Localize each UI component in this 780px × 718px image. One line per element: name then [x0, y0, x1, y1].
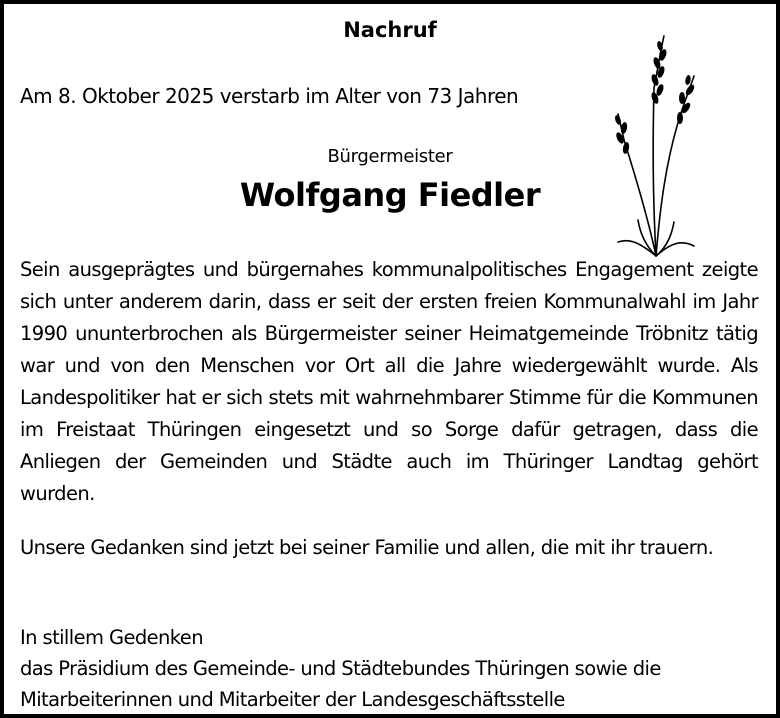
intro-line: Am 8. Oktober 2025 verstarb im Alter von 73 Jahren: [20, 84, 519, 108]
tribute-paragraph: Sein ausgeprägtes und bürgernahes kommunalpolitisches Engagement zeigte sich unter anderem darin, dass er seit der ersten freien Kommunalwahl im Jahr 1990 ununterbrochen als Bürgermeister seiner Heimatgemeinde Tröbnitz tätig war und von den Menschen vor Ort all die Jahre wiedergewählt wurde. Als Landespolitiker hat er sich stets mit wahrnehmbarer Stimme für die Kommunen im Freistaat Thüringen eingesetzt und so Sorge dafür getragen, dass die Anliegen der Gemeinden und Städte auch im Thüringer Landtag gehört wurden.: [20, 258, 758, 505]
closing-line-2: das Präsidium des Gemeinde- und Städtebundes Thüringen sowie die: [20, 657, 661, 680]
wheat-icon: [610, 28, 700, 268]
condolence-paragraph: Unsere Gedanken sind jetzt bei seiner Familie und allen, die mit ihr trauern.: [20, 536, 714, 559]
closing-line-1: In stillem Gedenken: [20, 626, 203, 649]
deceased-name: Wolfgang Fiedler: [239, 176, 541, 214]
closing-signature: [20, 622, 760, 715]
deceased-role: Bürgermeister: [327, 146, 453, 167]
page-title: Nachruf: [343, 18, 437, 42]
closing-line-3: Mitarbeiterinnen und Mitarbeiter der Landesgeschäftsstelle: [20, 688, 565, 711]
